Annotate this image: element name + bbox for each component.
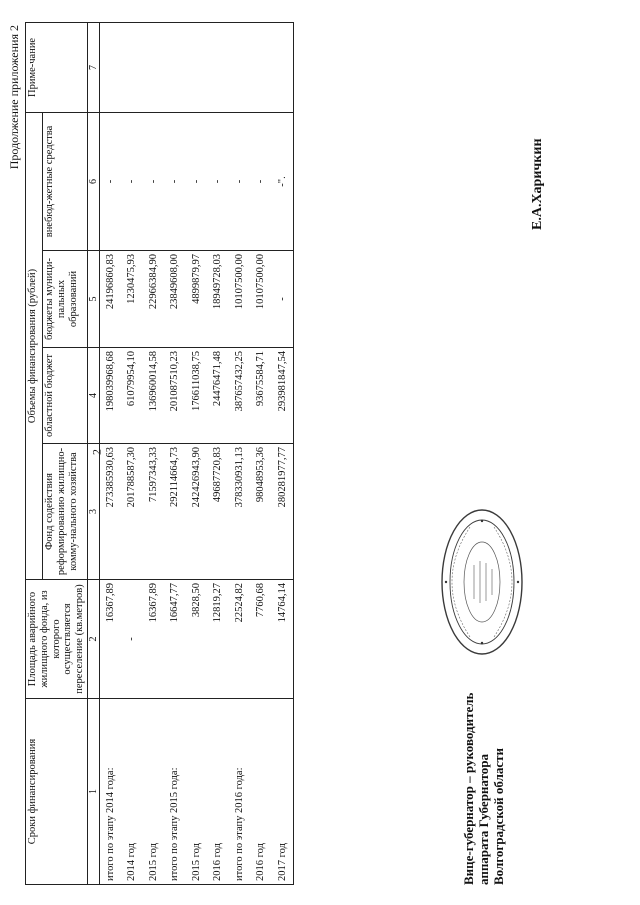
regional-cell: 136960014,58 xyxy=(143,348,165,444)
table-row xyxy=(143,22,165,884)
period-cell: итого по этапу 2014 года: xyxy=(99,699,121,885)
column-number-row xyxy=(87,22,99,884)
column-number: 4 xyxy=(87,348,99,444)
column-number: 7 xyxy=(87,22,99,112)
table-row xyxy=(272,22,294,884)
signature-block xyxy=(462,693,507,885)
fund-cell: 242426943,90 xyxy=(186,444,208,580)
period-cell: 2015 год xyxy=(143,699,165,885)
page-number: 2 xyxy=(89,449,104,455)
column-number: 3 xyxy=(87,444,99,580)
fund-cell: 98048953,36 xyxy=(250,444,272,580)
note-cell xyxy=(186,22,208,112)
signer-position-line: Волгоградской области xyxy=(490,747,506,885)
period-cell: 2016 год xyxy=(250,699,272,885)
table-row xyxy=(121,22,143,884)
area-cell: 16367,89 xyxy=(99,580,121,699)
extrabudgetary-cell: - xyxy=(143,112,165,250)
fund-cell: 201788587,30 xyxy=(121,444,143,580)
period-cell: 2014 год xyxy=(121,699,143,885)
period-cell: 2015 год xyxy=(186,699,208,885)
extrabudgetary-cell: - xyxy=(186,112,208,250)
table-row xyxy=(250,22,272,884)
header-area: Площадь аварийного жилищного фонда, из которого осуществляется переселение (кв.метров) xyxy=(26,580,88,699)
area-cell: 7760,68 xyxy=(250,580,272,699)
extrabudgetary-cell: - xyxy=(121,112,143,250)
header-row-top xyxy=(26,22,43,884)
header-regional-budget: областной бюджет xyxy=(43,348,88,444)
column-number: 5 xyxy=(87,251,99,348)
municipal-cell: - xyxy=(272,251,294,348)
extrabudgetary-cell: - xyxy=(229,112,251,250)
regional-cell: 176611038,75 xyxy=(186,348,208,444)
signer-position-line: аппарата Губернатора xyxy=(475,753,491,885)
table-row xyxy=(229,22,251,884)
regional-cell: 93675584,71 xyxy=(250,348,272,444)
area-cell: 3828,50 xyxy=(186,580,208,699)
regional-cell: 61079954,10 xyxy=(121,348,143,444)
area-cell: 14764,14 xyxy=(272,580,294,699)
table-row xyxy=(207,22,229,884)
header-extrabudgetary: внебюд-жетные средства xyxy=(43,112,88,250)
signer-name: Е.А.Харичкин xyxy=(530,138,545,230)
municipal-cell: 1230475,93 xyxy=(121,251,143,348)
municipal-cell: 23849608,00 xyxy=(164,251,186,348)
regional-cell: 24476471,48 xyxy=(207,348,229,444)
table-row xyxy=(99,22,121,884)
note-cell xyxy=(250,22,272,112)
note-cell xyxy=(121,22,143,112)
fund-cell: 273385930,63 xyxy=(99,444,121,580)
regional-cell: 198039968,68 xyxy=(99,348,121,444)
note-cell xyxy=(207,22,229,112)
column-number: 6 xyxy=(87,112,99,250)
municipal-cell: 10107500,00 xyxy=(250,251,272,348)
regional-cell: 293981847,54 xyxy=(272,348,294,444)
fund-cell: 378330931,13 xyxy=(229,444,251,580)
continuation-label: Продолжение приложения 2 xyxy=(7,25,21,170)
header-municipal-budget: бюджеты муници-пальных образований xyxy=(43,251,88,348)
regional-cell: 387657432,25 xyxy=(229,348,251,444)
financing-table xyxy=(25,22,294,885)
area-cell: - xyxy=(121,580,143,699)
header-fund: Фонд содействия реформированию жилищно-комму-нального хозяйства xyxy=(43,444,88,580)
note-cell xyxy=(164,22,186,112)
signer-position-line: Вице-губернатор – руководитель xyxy=(461,692,476,885)
note-cell xyxy=(143,22,165,112)
table-row xyxy=(164,22,186,884)
fund-cell: 49687720,83 xyxy=(207,444,229,580)
period-cell: итого по этапу 2015 года: xyxy=(164,699,186,885)
note-cell xyxy=(99,22,121,112)
extrabudgetary-cell: - xyxy=(164,112,186,250)
municipal-cell: 18949728,03 xyxy=(207,251,229,348)
period-cell: 2017 год xyxy=(272,699,294,885)
extrabudgetary-cell: - xyxy=(250,112,272,250)
official-seal-stamp xyxy=(440,507,524,657)
header-financing-group: Объемы финансирования (рублей) xyxy=(26,112,43,579)
period-cell: 2016 год xyxy=(207,699,229,885)
municipal-cell: 10107500,00 xyxy=(229,251,251,348)
extrabudgetary-cell: - xyxy=(207,112,229,250)
column-number: 1 xyxy=(87,699,99,885)
period-cell: итого по этапу 2016 года: xyxy=(229,699,251,885)
header-periods: Сроки финансирования xyxy=(26,699,88,885)
municipal-cell: 24196860,83 xyxy=(99,251,121,348)
fund-cell: 292114664,73 xyxy=(164,444,186,580)
area-cell: 16367,89 xyxy=(143,580,165,699)
fund-cell: 280281977,77 xyxy=(272,444,294,580)
municipal-cell: 4899879,97 xyxy=(186,251,208,348)
note-cell xyxy=(229,22,251,112)
municipal-cell: 22966384,90 xyxy=(143,251,165,348)
extrabudgetary-cell: - xyxy=(99,112,121,250)
note-cell xyxy=(272,22,294,112)
header-notes: Приме-чание xyxy=(26,22,88,112)
area-cell: 12819,27 xyxy=(207,580,229,699)
fund-cell: 71597343,33 xyxy=(143,444,165,580)
table-row xyxy=(186,22,208,884)
area-cell: 22524,82 xyxy=(229,580,251,699)
regional-cell: 201087510,23 xyxy=(164,348,186,444)
area-cell: 16647,77 xyxy=(164,580,186,699)
column-number: 2 xyxy=(87,580,99,699)
extrabudgetary-cell: -". xyxy=(272,112,294,250)
